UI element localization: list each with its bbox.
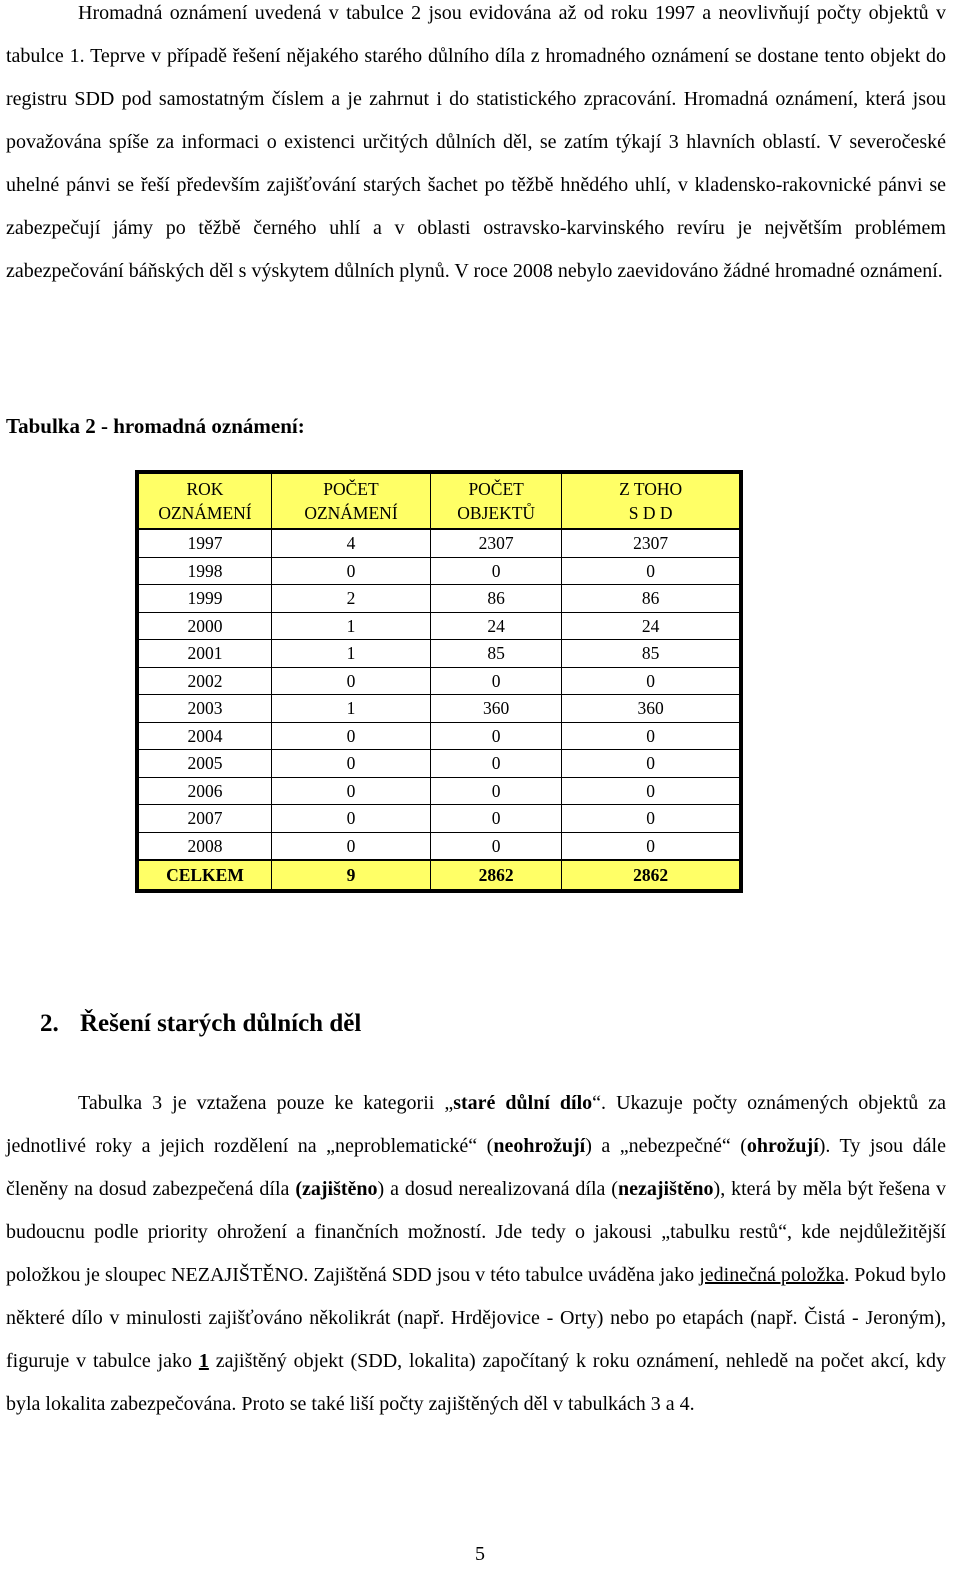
bold-run: neohrožují: [493, 1135, 586, 1157]
paragraph-table3-description: [6, 1082, 946, 1426]
cell-objects: 0: [431, 667, 562, 695]
cell-year: 2003: [137, 695, 271, 723]
cell-objects: 24: [431, 612, 562, 640]
section-number: 2.: [40, 1010, 59, 1037]
text-run: Tabulka 3 je vztažena pouze ke kategorii „: [78, 1092, 454, 1114]
table-row: [137, 695, 741, 723]
cell-objects: 0: [431, 750, 562, 778]
paragraph-mass-notifications: [6, 0, 946, 293]
cell-sdd: 0: [562, 667, 741, 695]
header-notification-count: [271, 472, 430, 529]
cell-sdd: 0: [562, 777, 741, 805]
text-run: . Pokud bylo některé dílo v minulosti zajišťováno několikrát (např. Hrdějovice - Orty) nebo po etapách (např. Čistá - Jeroným), figuruje v tabulce jako: [6, 1264, 946, 1372]
cell-objects: 86: [431, 585, 562, 613]
cell-objects: 0: [431, 777, 562, 805]
text-run: ). Ty jsou dále členěny na dosud zabezpečená díla: [6, 1135, 946, 1200]
cell-sdd: 85: [562, 640, 741, 668]
cell-sdd: 0: [562, 557, 741, 585]
cell-objects: 0: [431, 832, 562, 860]
table-row: [137, 585, 741, 613]
cell-sdd: 0: [562, 750, 741, 778]
header-line: POČET: [323, 479, 379, 499]
header-line: Z TOHO: [619, 479, 683, 499]
cell-notifications: 0: [271, 667, 430, 695]
cell-year: 2006: [137, 777, 271, 805]
header-of-which-sdd: [562, 472, 741, 529]
total-objects: 2862: [431, 860, 562, 891]
underlined-run: jedinečná položka: [699, 1264, 845, 1286]
cell-year: 1998: [137, 557, 271, 585]
text-run: ), která by měla být řešena v budoucnu podle priority ohrožení a finančních možností. Jde tedy o jakousi „tabulku restů“, kde nejdůležitější položkou je sloupec NEZAJIŠTĚNO. Zajištěná SDD jsou v této tabulce uváděna jako: [6, 1178, 946, 1286]
cell-year: 2001: [137, 640, 271, 668]
section-heading: [40, 1010, 361, 1038]
header-line: OBJEKTŮ: [457, 503, 536, 523]
total-sdd: 2862: [562, 860, 741, 891]
total-label: CELKEM: [137, 860, 271, 891]
cell-year: 2002: [137, 667, 271, 695]
cell-objects: 85: [431, 640, 562, 668]
cell-sdd: 0: [562, 832, 741, 860]
cell-notifications: 0: [271, 805, 430, 833]
cell-notifications: 0: [271, 832, 430, 860]
cell-sdd: 0: [562, 722, 741, 750]
paragraph-text: Hromadná oznámení uvedená v tabulce 2 jsou evidována až od roku 1997 a neovlivňují počty objektů v tabulce 1. Teprve v případě řešení nějakého starého důlního díla z hromadného oznámení se dostane tento objekt do registru SDD pod samostatným číslem a je zahrnut i do statistického zpracování. Hromadná oznámení, která jsou považována spíše za informaci o existenci určitých důlních děl, se zatím týkají 3 hlavních oblastí. V severočeské uhelné pánvi se řeší především zajišťování starých šachet po těžbě hnědého uhlí, v kladensko-rakovnické pánvi se zabezpečují jámy po těžbě černého uhlí a v oblasti ostravsko-karvinského revíru je největším problémem zabezpečování báňských děl s výskytem důlních plynů. V roce 2008 nebylo zaevidováno žádné hromadné oznámení.: [6, 2, 946, 282]
cell-objects: 0: [431, 805, 562, 833]
cell-objects: 2307: [431, 529, 562, 557]
text-run: zajištěný objekt (SDD, lokalita) započítaný k roku oznámení, nehledě na počet akcí, kdy byla lokalita zabezpečována. Proto se také liší počty zajištěných děl v tabulkách 3 a 4.: [6, 1350, 946, 1415]
cell-notifications: 1: [271, 640, 430, 668]
table-row: [137, 750, 741, 778]
table-title: Tabulka 2 - hromadná oznámení:: [6, 414, 305, 438]
header-line: OZNÁMENÍ: [304, 503, 398, 523]
cell-year: 2005: [137, 750, 271, 778]
text-run: ) a dosud nerealizovaná díla (: [377, 1178, 618, 1200]
table-header-row: [137, 472, 741, 529]
cell-notifications: 4: [271, 529, 430, 557]
header-line: OZNÁMENÍ: [158, 503, 252, 523]
cell-notifications: 0: [271, 750, 430, 778]
table-total-row: [137, 860, 741, 891]
bold-underlined-run: 1: [198, 1350, 209, 1372]
cell-objects: 0: [431, 557, 562, 585]
cell-sdd: 86: [562, 585, 741, 613]
cell-notifications: 0: [271, 722, 430, 750]
cell-year: 1999: [137, 585, 271, 613]
cell-notifications: 1: [271, 695, 430, 723]
table-row: [137, 832, 741, 860]
table-row: [137, 805, 741, 833]
text-run: ) a „nebezpečné“ (: [585, 1135, 747, 1157]
bold-run: nezajištěno: [617, 1178, 714, 1200]
cell-notifications: 2: [271, 585, 430, 613]
header-year: [137, 472, 271, 529]
header-line: S D D: [628, 503, 673, 523]
cell-year: 1997: [137, 529, 271, 557]
total-notifications: 9: [271, 860, 430, 891]
section-title: Řešení starých důlních děl: [80, 1010, 362, 1037]
cell-objects: 0: [431, 722, 562, 750]
cell-notifications: 0: [271, 557, 430, 585]
table-row: [137, 612, 741, 640]
cell-sdd: 2307: [562, 529, 741, 557]
cell-year: 2000: [137, 612, 271, 640]
cell-notifications: 1: [271, 612, 430, 640]
table-row: [137, 557, 741, 585]
text-run: “. Ukazuje počty oznámených objektů za jednotlivé roky a jejich rozdělení na „neproblematické“ (: [6, 1092, 946, 1157]
cell-year: 2007: [137, 805, 271, 833]
page-number: 5: [475, 1543, 485, 1565]
bold-run: (zajištěno: [295, 1178, 378, 1200]
table-row: [137, 529, 741, 557]
cell-sdd: 360: [562, 695, 741, 723]
header-line: POČET: [468, 479, 524, 499]
bold-run: ohrožují: [746, 1135, 819, 1157]
header-object-count: [431, 472, 562, 529]
cell-sdd: 24: [562, 612, 741, 640]
header-line: ROK: [186, 479, 224, 499]
cell-notifications: 0: [271, 777, 430, 805]
table-row: [137, 640, 741, 668]
bold-run: staré důlní dílo: [453, 1092, 593, 1114]
cell-year: 2008: [137, 832, 271, 860]
table-row: [137, 777, 741, 805]
cell-objects: 360: [431, 695, 562, 723]
cell-year: 2004: [137, 722, 271, 750]
table-row: [137, 722, 741, 750]
mass-notifications-table: [135, 470, 743, 893]
cell-sdd: 0: [562, 805, 741, 833]
table-row: [137, 667, 741, 695]
table-body: [137, 529, 741, 891]
